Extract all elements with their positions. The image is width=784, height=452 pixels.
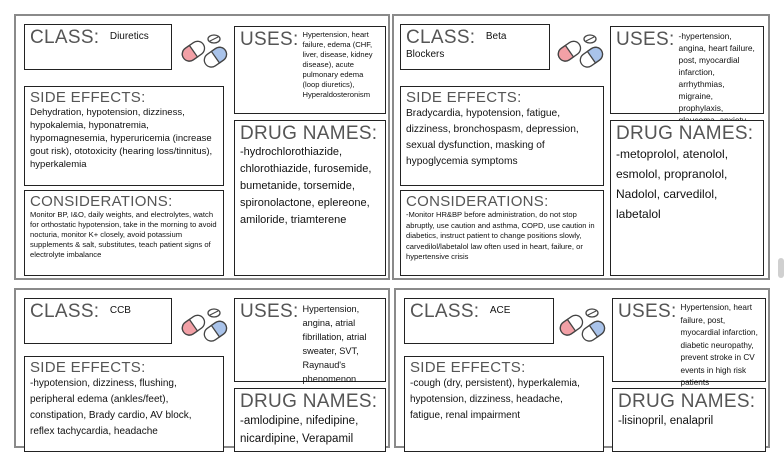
uses-box [610, 26, 764, 114]
drug-names-text: -metoprolol, atenolol, esmolol, propranolol, Nadolol, carvedilol, labetalol [616, 147, 729, 221]
uses-text: Hypertension, angina, atrial fibrillation, atrial sweater, SVT, Raynaud's phenomenon [302, 304, 367, 384]
card-ace [394, 288, 770, 448]
pills-icon [178, 304, 236, 350]
side-effects-label: SIDE EFFECTS: [30, 359, 146, 376]
uses-box [234, 26, 386, 114]
drug-names-label: DRUG NAMES: [240, 391, 378, 412]
considerations-box [400, 190, 604, 276]
drug-names-label: DRUG NAMES: [618, 391, 756, 412]
pills-icon [554, 30, 612, 76]
class-box [24, 24, 172, 70]
class-box [24, 298, 172, 344]
drug-names-box [234, 388, 386, 452]
class-box [400, 24, 550, 70]
drug-names-text: -lisinopril, enalapril [618, 415, 714, 427]
uses-text: -hypertension, angina, heart failure, post, myocardial infarction, arrhythmias, migraine, prophylaxis, [678, 31, 755, 113]
uses-text: Hypertension, heart failure, edema (CHF, liver, disease, kidney disease), acute pulmonary edema (loop diuretics), Hyperaldosteronism [302, 30, 373, 99]
considerations-box [24, 190, 224, 276]
card-ccb [14, 288, 390, 448]
side-effects-box [24, 86, 224, 186]
class-box [404, 298, 554, 344]
side-effects-box [400, 86, 604, 186]
uses-text: Hypertension, heart failure, post, myocardial infarction, diabetic neuropathy, prevent stroke in CV events in high risk patients [680, 303, 758, 387]
considerations-text: -Monitor HR&BP before administration, do not stop abruptly, use caution and asthma, COPD, use caution in diabetics, instruct patient to change positions slowly, carvedilol/labetalol law often used in heart, failure, or hypertensive crisis [406, 210, 595, 261]
pills-icon [556, 304, 614, 350]
side-effects-text: Dehydration, hypotension, dizziness, hypokalemia, hyponatremia, hypomagnesemia, hyperuricemia (increase gout risk), ototoxicity (hearing loss/tinnitus), hyperkalemia [30, 107, 213, 170]
class-name: Diuretics [109, 31, 149, 42]
uses-label: USES: [618, 301, 677, 322]
class-label: CLASS: [30, 301, 100, 322]
class-name: Beta Blockers [406, 31, 507, 60]
side-effects-box [404, 356, 604, 452]
class-label: CLASS: [30, 27, 100, 48]
pills-icon [178, 30, 236, 76]
drug-names-box [234, 120, 386, 276]
drug-names-label: DRUG NAMES: [616, 123, 754, 144]
considerations-text: Monitor BP, I&O, daily weights, and electrolytes, watch for orthostatic hypotension, take in the morning to avoid nocturia, monitor K+ closely, avoid potassium supplements & salt, substitutes, teach patient signs of electrolyte imbalance [30, 210, 217, 259]
class-label: CLASS: [410, 301, 480, 322]
side-effects-text: -cough (dry, persistent), hyperkalemia, hypotension, dizziness, headache, fatigue, renal impairment [410, 378, 580, 421]
drug-names-label: DRUG NAMES: [240, 123, 378, 144]
class-name: CCB [109, 305, 131, 316]
uses-box [234, 298, 386, 382]
card-diuretics [14, 14, 390, 280]
considerations-label: CONSIDERATIONS: [30, 193, 173, 210]
card-beta-blockers [392, 14, 770, 280]
side-effects-box [24, 356, 224, 452]
considerations-label: CONSIDERATIONS: [406, 193, 549, 210]
side-effects-label: SIDE EFFECTS: [406, 89, 522, 106]
uses-box [612, 298, 766, 387]
side-effects-label: SIDE EFFECTS: [410, 359, 526, 376]
uses-label: USES: [616, 29, 675, 50]
uses-label: USES: [240, 301, 299, 322]
side-effects-text: -hypotension, dizziness, flushing, peripheral edema (ankles/feet), constipation, Brady cardio, AV block, reflex tachycardia, headache [30, 378, 192, 437]
drug-names-box [610, 120, 764, 276]
side-effects-text: Bradycardia, hypotension, fatigue, dizziness, bronchospasm, depression, sexual dysfunction, masking of hypoglycemia symptoms [406, 108, 579, 167]
uses-label: USES: [240, 29, 299, 50]
drug-names-box [612, 388, 766, 452]
class-name: ACE [489, 305, 511, 316]
class-label: CLASS: [406, 27, 476, 48]
scrollbar-thumb[interactable] [778, 258, 784, 278]
drug-names-text: -amlodipine, nifedipine, nicardipine, Verapamil [240, 415, 359, 445]
drug-names-text: -hydrochlorothiazide, chlorothiazide, furosemide, bumetanide, torsemide, spironolactone, eplereone, amiloride, triamterene [240, 146, 372, 226]
side-effects-label: SIDE EFFECTS: [30, 89, 146, 106]
